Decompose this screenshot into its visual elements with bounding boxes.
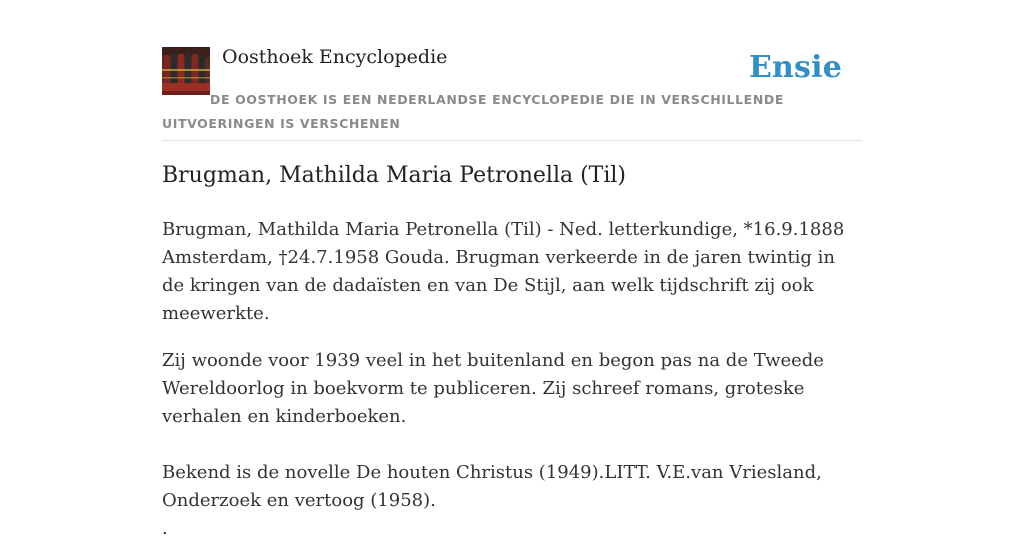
site-header xyxy=(162,0,862,141)
ensie-logo-link[interactable]: Ensie xyxy=(748,50,842,85)
article-paragraph: Bekend is de novelle De houten Christus (1949).LITT. V.E.van Vriesland, Onderzoek en vertoog (1958). xyxy=(162,462,822,511)
article-paragraph: Brugman, Mathilda Maria Petronella (Til) - Ned. letterkundige, *16.9.1888 Amsterdam, †24.7.1958 Gouda. Brugman verkeerde in de jaren twintig in de kringen van de dadaïsten en van De Stijl, aan welk tijdschrift zij ook meewerkte. xyxy=(162,219,845,324)
article-paragraph: Zij woonde voor 1939 veel in het buitenland en begon pas na de Tweede Wereldoorlog in boekvorm te publiceren. Zij schreef romans, groteske verhalen en kinderboeken. xyxy=(162,350,824,427)
article-body xyxy=(162,216,862,543)
site-tagline: DE OOSTHOEK IS EEN NEDERLANDSE ENCYCLOPEDIE DIE IN VERSCHILLENDE UITVOERINGEN IS VERSCHENEN xyxy=(162,92,784,131)
page xyxy=(162,0,862,539)
article-title: Brugman, Mathilda Maria Petronella (Til) xyxy=(162,163,627,188)
article-paragraph: . xyxy=(162,518,168,539)
site-title[interactable]: Oosthoek Encyclopedie xyxy=(222,46,448,68)
